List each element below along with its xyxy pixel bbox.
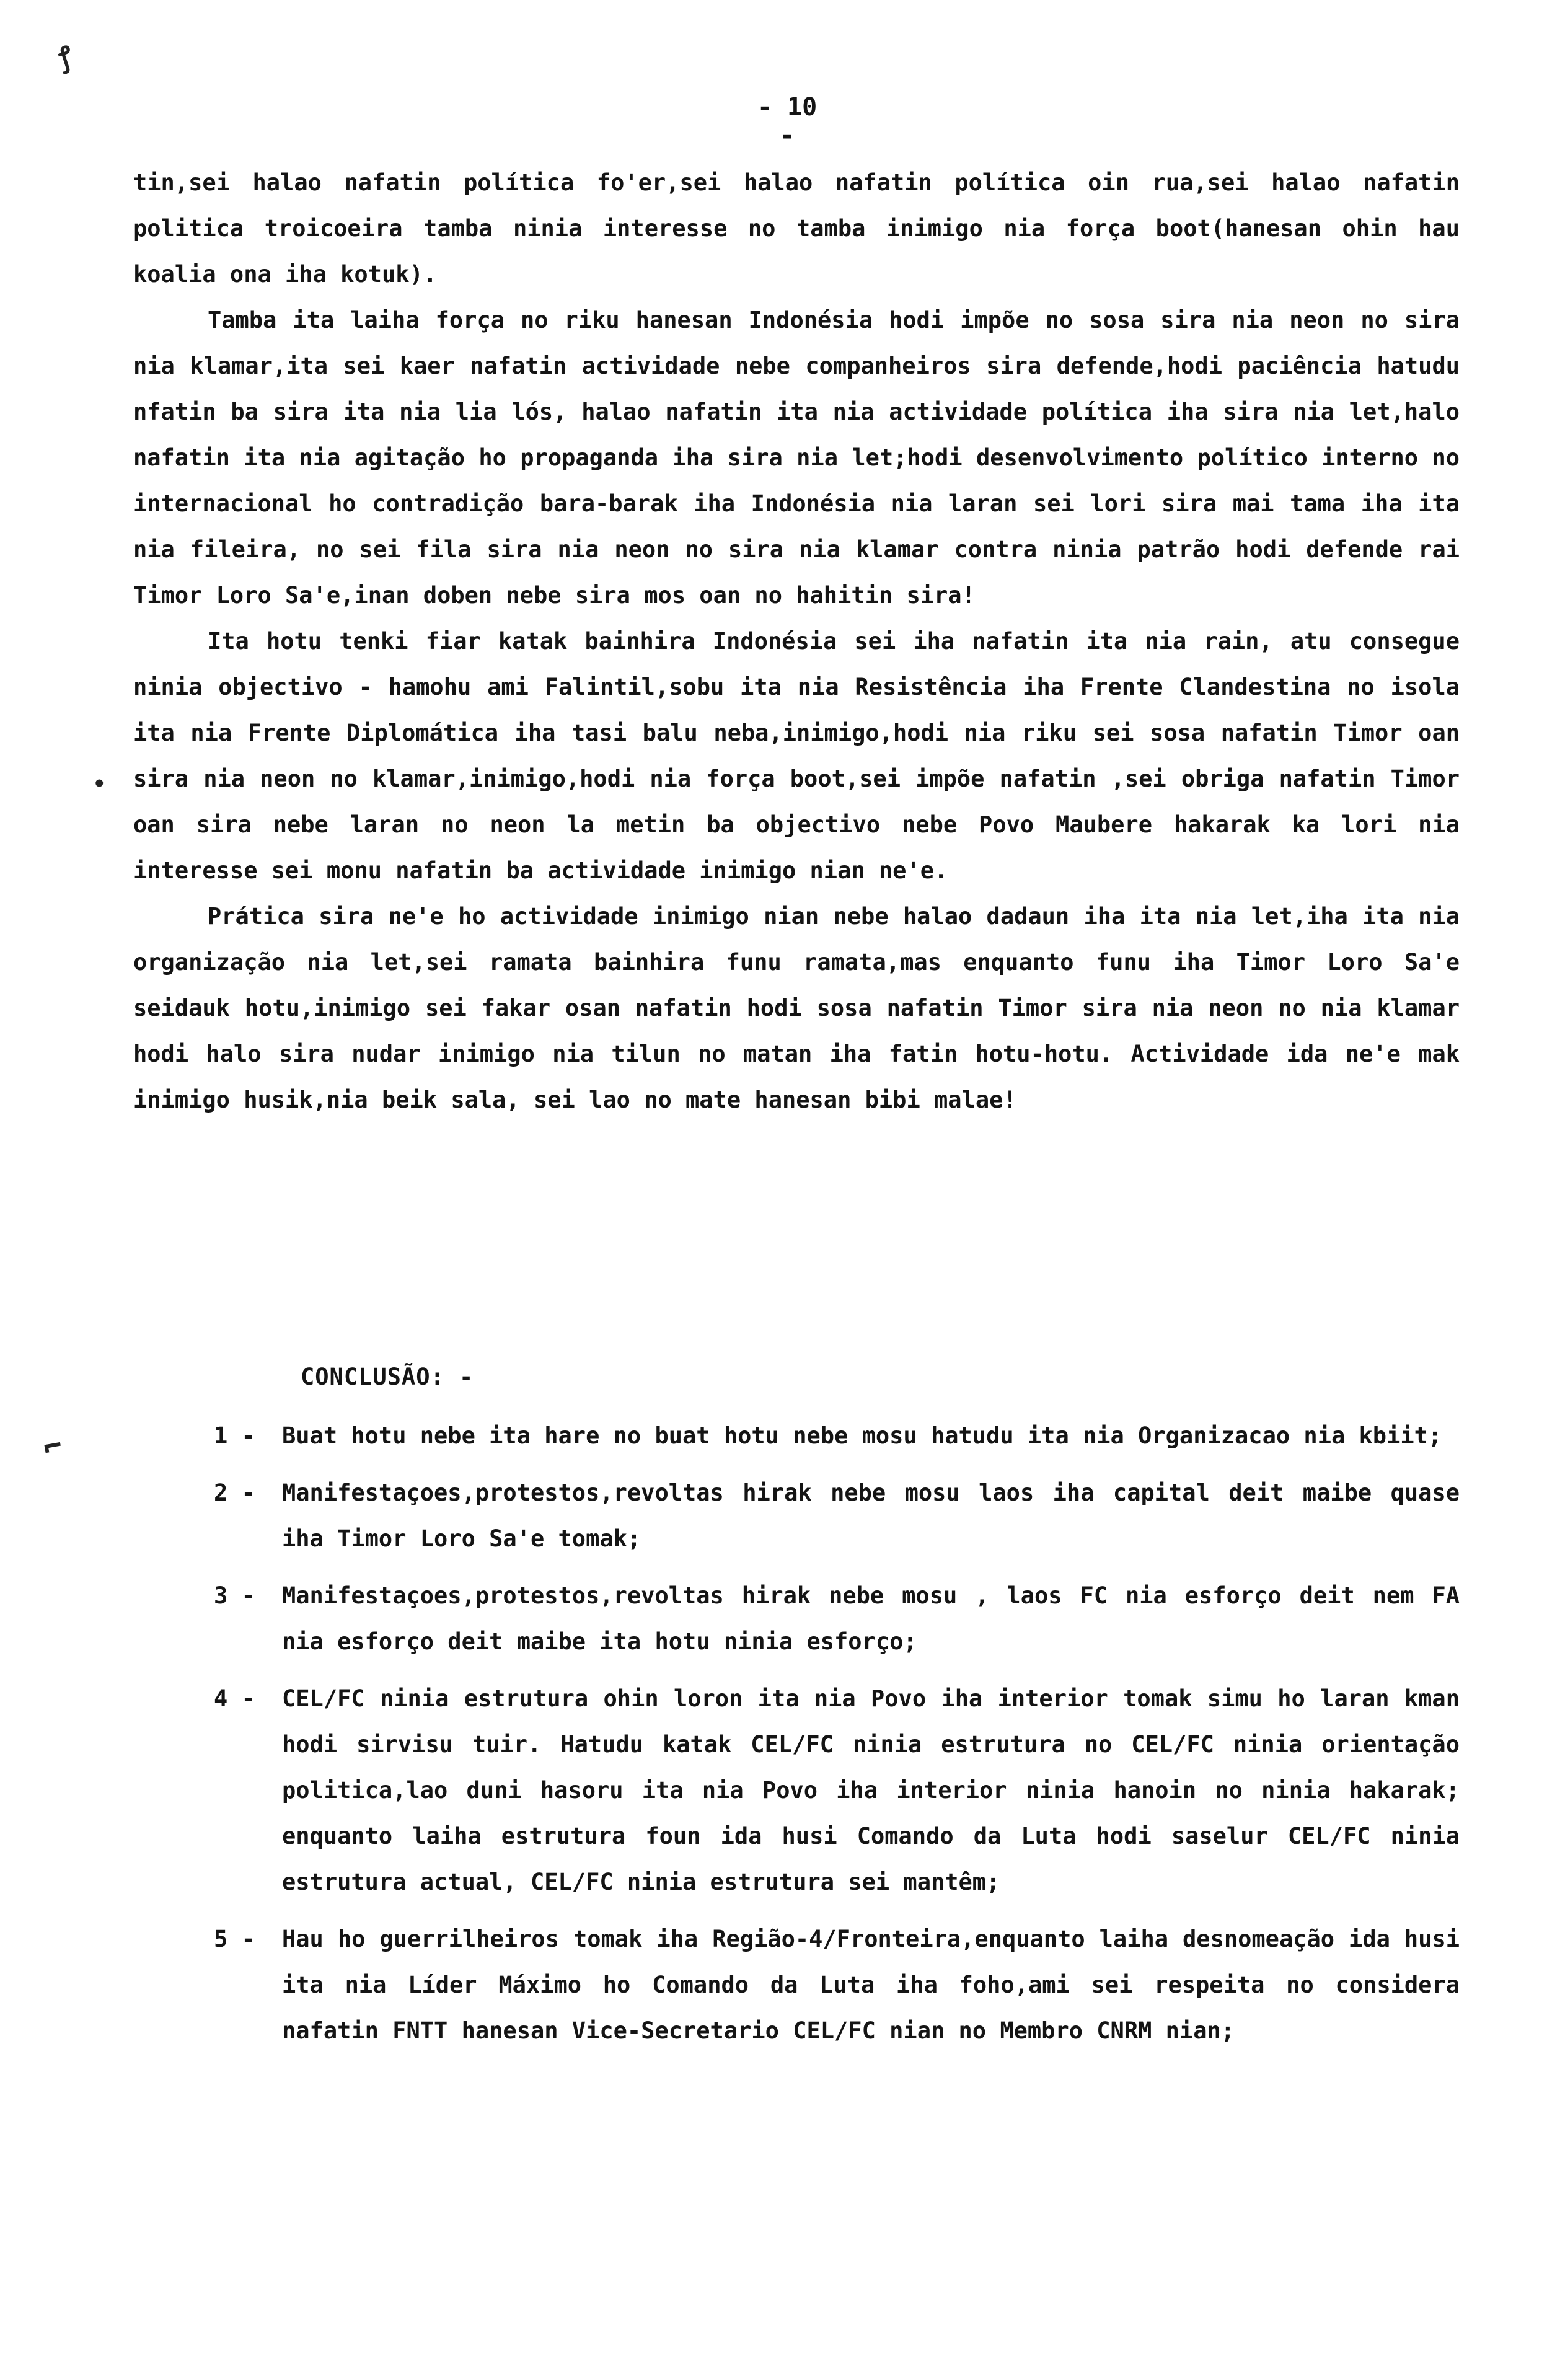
list-item-number: 4 - bbox=[214, 1685, 255, 1712]
page-number: - 10 - bbox=[757, 93, 818, 150]
list-item-number: 5 - bbox=[214, 1926, 255, 1952]
paragraph: tin,sei halao nafatin política fo'er,sei halao nafatin política oin rua,sei halao nafatin politica troicoeira tamba ninia interesse no tamba inimigo nia força boot(hanesan ohin hau koalia ona iha kotuk). bbox=[133, 169, 1460, 288]
list-item bbox=[214, 1413, 1460, 1459]
list-item-text: Manifestaçoes,protestos,revoltas hirak nebe mosu laos iha capital deit maibe quase iha Timor Loro Sa'e tomak; bbox=[282, 1479, 1460, 1552]
conclusion-list bbox=[214, 1413, 1460, 2065]
conclusion-heading: CONCLUSÃO: - bbox=[301, 1364, 474, 1390]
body-text bbox=[133, 160, 1460, 1123]
list-item bbox=[214, 1573, 1460, 1665]
list-item-number: 1 - bbox=[214, 1422, 255, 1449]
paragraph: Ita hotu tenki fiar katak bainhira Indonésia sei iha nafatin ita nia rain, atu consegue ninia objectivo - hamohu ami Falintil,sobu ita nia Resistência iha Frente Clandestina no isola ita nia Frente Diplomática iha tasi balu neba,inimigo,hodi nia riku sei sosa nafatin Timor oan sira nia neon no klamar,inimigo,hodi nia força boot,sei impõe nafatin ,sei obriga nafatin Timor oan sira nebe laran no neon la metin ba objectivo nebe Povo Maubere hakarak ka lori nia interesse sei monu nafatin ba actividade inimigo nian ne'e. bbox=[133, 628, 1460, 884]
list-item-number: 3 - bbox=[214, 1582, 255, 1609]
list-item-text: Buat hotu nebe ita hare no buat hotu nebe mosu hatudu ita nia Organizacao nia kbiit; bbox=[282, 1422, 1442, 1449]
list-item bbox=[214, 1470, 1460, 1562]
list-item bbox=[214, 1916, 1460, 2054]
margin-bullet-mark: • bbox=[93, 772, 106, 796]
list-item-text: CEL/FC ninia estrutura ohin loron ita nia Povo iha interior tomak simu ho laran kman hodi sirvisu tuir. Hatudu katak CEL/FC ninia estrutura no CEL/FC ninia orientação politica,lao duni hasoru ita nia Povo iha interior ninia hanoin no ninia hakarak; enquanto laiha estrutura foun ida husi Comando da Luta hodi saselur CEL/FC ninia estrutura actual, CEL/FC ninia estrutura sei mantêm; bbox=[282, 1685, 1460, 1895]
list-item bbox=[214, 1676, 1460, 1905]
paragraph: Prática sira ne'e ho actividade inimigo nian nebe halao dadaun iha ita nia let,iha ita nia organização nia let,sei ramata bainhira funu ramata,mas enquanto funu iha Timor Loro Sa'e seidauk hotu,inimigo sei fakar osan nafatin hodi sosa nafatin Timor sira nia neon no nia klamar hodi halo sira nudar inimigo nia tilun no matan iha fatin hotu-hotu. Actividade ida ne'e mak inimigo husik,nia beik sala, sei lao no mate hanesan bibi malae! bbox=[133, 903, 1460, 1113]
paragraph: Tamba ita laiha força no riku hanesan Indonésia hodi impõe no sosa sira nia neon no sira nia klamar,ita sei kaer nafatin actividade nebe companheiros sira defende,hodi paciência hatudu nfatin ba sira ita nia lia lós, halao nafatin ita nia actividade política iha sira nia let,halo nafatin ita nia agitação ho propaganda iha sira nia let;hodi desenvolvimento político interno no internacional ho contradição bara-barak iha Indonésia nia laran sei lori sira mai tama iha ita nia fileira, no sei fila sira nia neon no sira nia klamar contra ninia patrão hodi defende rai Timor Loro Sa'e,inan doben nebe sira mos oan no hahitin sira! bbox=[133, 307, 1460, 609]
margin-tick-mark: ⌐ bbox=[40, 1427, 65, 1466]
margin-handwritten-mark: ꝭ bbox=[55, 40, 77, 74]
list-item-text: Manifestaçoes,protestos,revoltas hirak nebe mosu , laos FC nia esforço deit nem FA nia esforço deit maibe ita hotu ninia esforço; bbox=[282, 1582, 1460, 1655]
list-item-text: Hau ho guerrilheiros tomak iha Região-4/Fronteira,enquanto laiha desnomeação ida husi ita nia Líder Máximo ho Comando da Luta iha foho,ami sei respeita no considera nafatin FNTT hanesan Vice-Secretario CEL/FC nian no Membro CNRM nian; bbox=[282, 1926, 1460, 2044]
list-item-number: 2 - bbox=[214, 1479, 255, 1506]
